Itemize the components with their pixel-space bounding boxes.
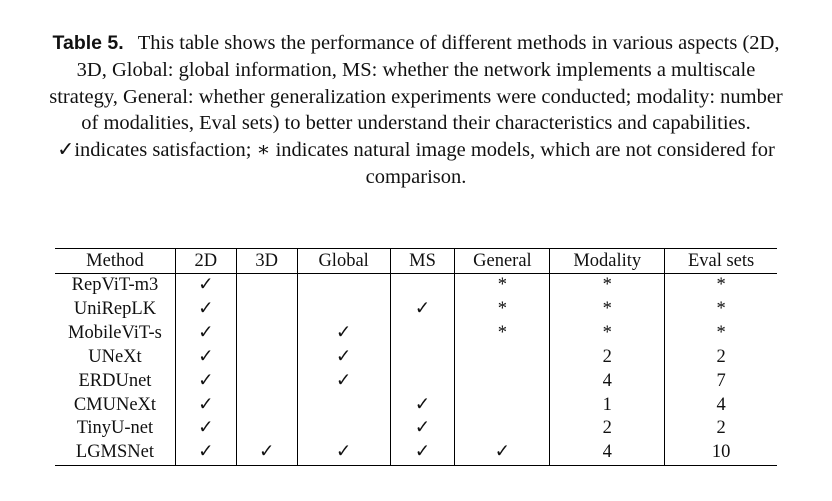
method-cell: CMUNeXt (73, 394, 157, 415)
table-row (55, 370, 777, 394)
method-cell: UNeXt (88, 346, 142, 367)
cell-eval-sets: 2 (665, 417, 777, 441)
header-ms: MS (390, 249, 455, 274)
comparison-table (55, 248, 777, 466)
cell-modality: 4 (550, 370, 665, 394)
cell-2d: ✓ (175, 274, 236, 298)
cell-global: ✓ (297, 370, 390, 394)
cell-3d (236, 346, 297, 370)
table-row (55, 274, 777, 298)
cell-ms: ✓ (390, 394, 455, 418)
cell-general: ✓ (455, 441, 550, 465)
header-global: Global (297, 249, 390, 274)
cell-2d: ✓ (175, 322, 236, 346)
cell-general (455, 417, 550, 441)
table-caption (48, 30, 784, 191)
cell-global (297, 274, 390, 298)
cell-general (455, 346, 550, 370)
cell-global (297, 298, 390, 322)
cell-modality: * (550, 298, 665, 322)
method-cell: UniRepLK (73, 298, 157, 319)
cell-global: ✓ (297, 346, 390, 370)
cell-eval-sets: 4 (665, 394, 777, 418)
cell-3d (236, 298, 297, 322)
method-cell: TinyU-net (76, 418, 154, 439)
cell-modality: * (550, 322, 665, 346)
cell-ms (390, 322, 455, 346)
header-method: Method (55, 249, 175, 274)
cell-3d (236, 394, 297, 418)
header-general: General (455, 249, 550, 274)
cell-eval-sets: * (665, 274, 777, 298)
table-row (55, 298, 777, 322)
cell-2d: ✓ (175, 370, 236, 394)
cell-global (297, 417, 390, 441)
cell-general (455, 370, 550, 394)
cell-ms: ✓ (390, 441, 455, 465)
cell-general: * (455, 274, 550, 298)
table-row (55, 322, 777, 346)
cell-eval-sets: 7 (665, 370, 777, 394)
header-modality: Modality (550, 249, 665, 274)
caption-label: Table 5. (52, 32, 124, 54)
header-row (55, 249, 777, 274)
cell-global: ✓ (297, 322, 390, 346)
cell-2d: ✓ (175, 394, 236, 418)
cell-2d: ✓ (175, 441, 236, 465)
cell-modality: * (550, 274, 665, 298)
cell-eval-sets: * (665, 322, 777, 346)
cell-ms (390, 370, 455, 394)
table-row (55, 417, 777, 441)
cell-eval-sets: 2 (665, 346, 777, 370)
method-cell: MobileViT-s (68, 322, 162, 343)
cell-general (455, 394, 550, 418)
cell-modality: 2 (550, 417, 665, 441)
method-cell: ERDUnet (78, 370, 152, 391)
cell-3d (236, 370, 297, 394)
cell-modality: 1 (550, 394, 665, 418)
cell-3d (236, 417, 297, 441)
header-eval-sets: Eval sets (665, 249, 777, 274)
method-cell: LGMSNet (75, 442, 155, 463)
cell-general: * (455, 298, 550, 322)
cell-2d: ✓ (175, 346, 236, 370)
cell-3d (236, 274, 297, 298)
cell-ms (390, 274, 455, 298)
cell-general: * (455, 322, 550, 346)
cell-ms (390, 346, 455, 370)
table-row (55, 441, 777, 465)
table-row (55, 394, 777, 418)
header-2d: 2D (175, 249, 236, 274)
cell-ms: ✓ (390, 298, 455, 322)
cell-modality: 4 (550, 441, 665, 465)
caption-text: This table shows the performance of different methods in various aspects (2D, 3D, Global: global information, MS: whether the network implements a multiscale strategy, General: whether generalization experiments were conducted; modality: number of modalities, Eval sets) to better understand their characteristics and capabilities. ✓indicates satisfaction; ∗ indicates natural image models, which are not considered for comparison. (49, 32, 783, 188)
method-cell: RepViT-m3 (71, 275, 159, 295)
header-3d: 3D (236, 249, 297, 274)
cell-ms: ✓ (390, 417, 455, 441)
cell-2d: ✓ (175, 417, 236, 441)
cell-3d: ✓ (236, 441, 297, 465)
cell-2d: ✓ (175, 298, 236, 322)
cell-3d (236, 322, 297, 346)
cell-global: ✓ (297, 441, 390, 465)
cell-eval-sets: 10 (665, 441, 777, 465)
table-row (55, 346, 777, 370)
cell-eval-sets: * (665, 298, 777, 322)
cell-modality: 2 (550, 346, 665, 370)
cell-global (297, 394, 390, 418)
